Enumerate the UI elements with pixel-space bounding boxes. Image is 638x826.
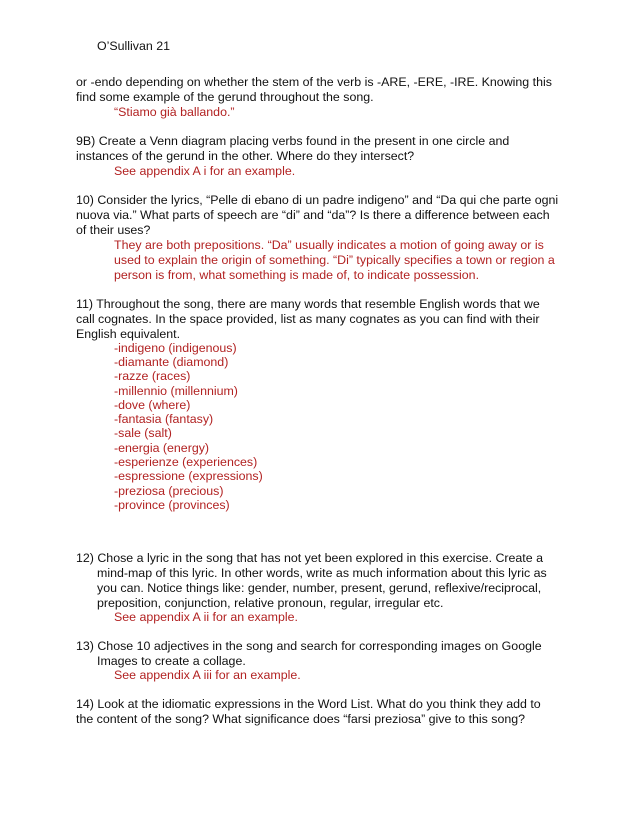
cognate-item: -millennio (millennium) (114, 384, 238, 398)
question-12-answer: See appendix A ii for an example. (114, 610, 298, 624)
cognate-item: -sale (salt) (114, 426, 172, 440)
question-14-text: 14) Look at the idiomatic expressions in the Word List. What do you think they add to (76, 697, 541, 711)
cognate-item: -esperienze (experiences) (114, 455, 258, 469)
cognate-item: -province (provinces) (114, 498, 230, 512)
question-10-text: of their uses? (76, 223, 151, 237)
cognate-item: -dove (where) (114, 398, 191, 412)
question-11-text: 11) Throughout the song, there are many words that resemble English words that we (76, 297, 540, 311)
question-13-answer: See appendix A iii for an example. (114, 668, 301, 682)
question-9b-text: 9B) Create a Venn diagram placing verbs found in the present in one circle and (76, 134, 510, 148)
intro-answer: “Stiamo già ballando.” (114, 105, 235, 119)
cognate-item: -fantasia (fantasy) (114, 412, 214, 426)
question-10-answer: person is from, what something is made of, to indicate possession. (114, 268, 480, 282)
question-10-answer: used to explain the origin of something. “Di” typically specifies a town or region a (114, 253, 555, 267)
page-header: O’Sullivan 21 (97, 39, 171, 53)
question-12-text: you can. Notice things like: gender, number, present, gerund, reflexive/reciprocal, (97, 581, 542, 595)
question-10-text: nuova via.” What parts of speech are “di” and “da”? Is there a difference between each (76, 208, 550, 222)
question-12-text: 12) Chose a lyric in the song that has not yet been explored in this exercise. Create a (76, 551, 543, 565)
question-13-text: Images to create a collage. (97, 654, 246, 668)
question-11-text: English equivalent. (76, 327, 181, 341)
question-12-text: mind-map of this lyric. In other words, write as much information about this lyric as (97, 566, 547, 580)
cognate-item: -preziosa (precious) (114, 484, 224, 498)
question-10-text: 10) Consider the lyrics, “Pelle di ebano di un padre indigeno” and “Da qui che parte ogni (76, 193, 559, 207)
cognate-item: -espressione (expressions) (114, 469, 263, 483)
question-9b-text: instances of the gerund in the other. Where do they intersect? (76, 149, 415, 163)
cognate-item: -energia (energy) (114, 441, 210, 455)
question-11-text: call cognates. In the space provided, list as many cognates as you can find with their (76, 312, 540, 326)
cognate-item: -razze (races) (114, 369, 191, 383)
question-12-text: preposition, conjunction, relative pronoun, regular, irregular etc. (97, 596, 444, 610)
intro-text: find some example of the gerund throughout the song. (76, 90, 374, 104)
cognate-item: -diamante (diamond) (114, 355, 229, 369)
question-9b-answer: See appendix A i for an example. (114, 164, 296, 178)
intro-text: or -endo depending on whether the stem of the verb is -ARE, -ERE, -IRE. Knowing this (76, 75, 552, 89)
question-10-answer: They are both prepositions. “Da” usually indicates a motion of going away or is (114, 238, 544, 252)
question-14-text: the content of the song? What significance does “farsi preziosa” give to this song? (76, 712, 526, 726)
cognate-item: -indigeno (indigenous) (114, 341, 237, 355)
question-13-text: 13) Chose 10 adjectives in the song and search for corresponding images on Google (76, 639, 542, 653)
